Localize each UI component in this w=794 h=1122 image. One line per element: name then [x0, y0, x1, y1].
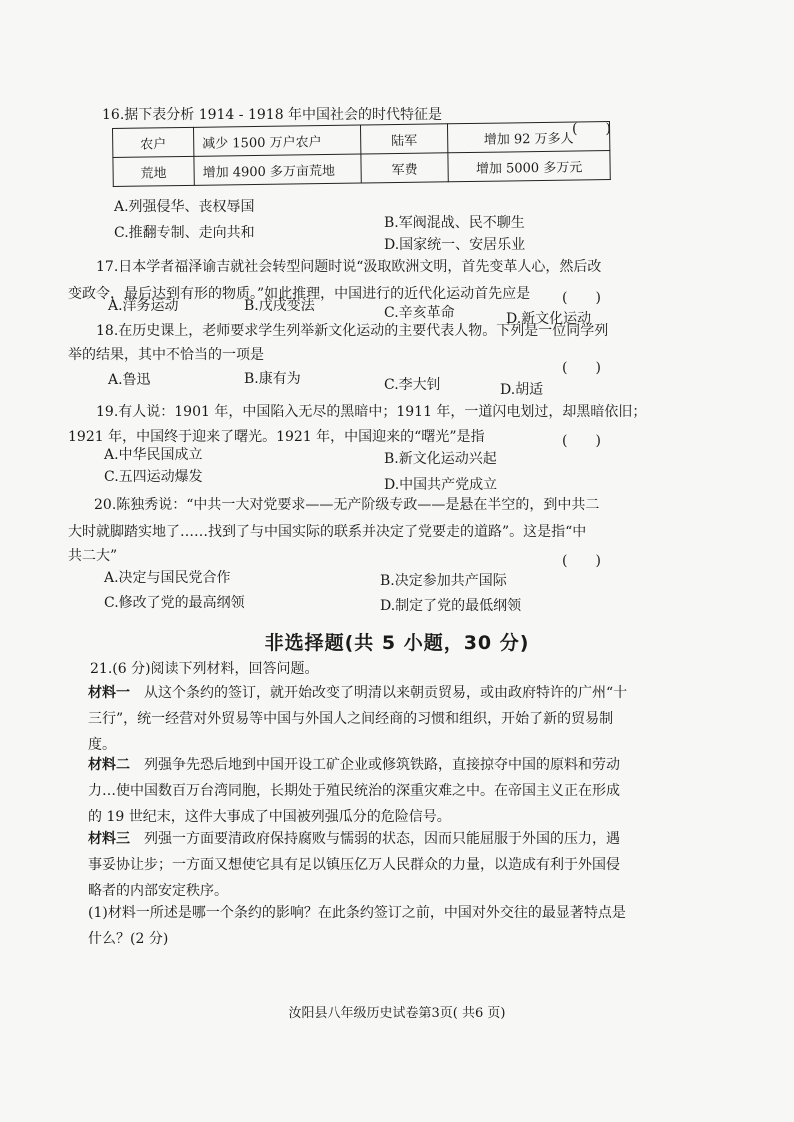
- table-cell: 增加 4900 多万亩荒地: [194, 154, 361, 185]
- q17-line2: 变政令，最后达到有形的物质。”如此推理，中国进行的近代化运动首先应是: [68, 286, 531, 302]
- q17-option-d: D.新文化运动: [506, 311, 592, 327]
- table-cell: 陆军: [360, 124, 447, 154]
- table-cell: 减少 1500 万户农户: [193, 125, 360, 156]
- q16-table: [112, 121, 611, 187]
- q16-answer-paren: ( ): [572, 121, 611, 137]
- material-1-label: 材料一: [88, 685, 130, 701]
- q16-option-c: C.推翻专制、走向共和: [114, 225, 255, 241]
- q20-line3: 共二大”: [68, 548, 118, 564]
- page-footer: 汝阳县八年级历史试卷第3页( 共6 页): [288, 1006, 506, 1021]
- q20-line2: 大时就脚踏实地了……找到了与中国实际的联系并决定了党要走的道路”。这是指“中: [68, 524, 587, 540]
- material-1-text: 从这个条约的签订，就开始改变了明清以来朝贡贸易，或由政府特许的广州“十三行”，统一经营对外贸易等中国与外国人之间经商的习惯和组织，开始了新的贸易制度。: [88, 685, 628, 753]
- q20-line1: 20.陈独秀说：“中共一大对党要求——无产阶级专政——是悬在半空的，到中共二: [94, 497, 600, 513]
- q19-line2: 1921 年，中国终于迎来了曙光。1921 年，中国迎来的“曙光”是指: [68, 429, 485, 445]
- material-2-text: 列强争先恐后地到中国开设工矿企业或修筑铁路，直接掠夺中国的原料和劳动力…使中国数百万台湾同胞，长期处于殖民统治的深重灾难之中。在帝国主义正在形成的 19 世纪末，这件大事成了中国被列强瓜分的危险信号。: [88, 757, 620, 825]
- q18-line1: 18.在历史课上，老师要求学生列举新文化运动的主要代表人物。下列是一位同学列: [96, 323, 609, 339]
- q17-answer-paren: ( ): [562, 290, 601, 306]
- q18-option-a: A.鲁迅: [108, 372, 151, 388]
- q17-option-a: A.洋务运动: [108, 298, 179, 314]
- material-3: [88, 826, 628, 904]
- q21-subquestion-1: (1)材料一所述是哪一个条约的影响？在此条约签订之前，中国对外交往的最显著特点是什么？(2 分): [88, 905, 626, 947]
- q18-option-d: D.胡适: [500, 382, 544, 398]
- q17-option-c: C.辛亥革命: [384, 305, 455, 321]
- q18-line2: 举的结果，其中不恰当的一项是: [68, 347, 264, 363]
- q18-option-b: B.康有为: [244, 371, 301, 387]
- q19-option-c: C.五四运动爆发: [104, 469, 203, 485]
- table-cell: 荒地: [113, 156, 194, 186]
- q17-option-b: B.戊戌变法: [244, 298, 315, 314]
- material-3-text: 列强一方面要清政府保持腐败与懦弱的状态，因而只能屈服于外国的压力，遇事妥协让步；一方面又想使它具有足以镇压亿万人民群众的力量，以造成有利于外国侵略者的内部安定秩序。: [88, 831, 620, 899]
- section-title: 非选择题(共 5 小题，30 分): [264, 632, 530, 654]
- q20-option-b: B.决定参加共产国际: [380, 573, 507, 589]
- table-cell: 军费: [361, 153, 448, 183]
- q20-option-a: A.决定与国民党合作: [104, 570, 231, 586]
- q16-option-a: A.列强侵华、丧权辱国: [114, 199, 255, 215]
- q19-option-d: D.中国共产党成立: [384, 477, 498, 493]
- q20-answer-paren: ( ): [562, 553, 601, 569]
- table-row: [113, 151, 610, 187]
- q16-option-d: D.国家统一、安居乐业: [384, 237, 526, 253]
- material-2-label: 材料二: [88, 757, 130, 773]
- material-2: [88, 752, 628, 830]
- table-cell: 增加 92 万多人: [447, 122, 609, 153]
- table-cell: 增加 5000 多万元: [448, 151, 610, 182]
- q19-line1: 19.有人说：1901 年，中国陷入无尽的黑暗中；1911 年，一道闪电划过，却黑暗依旧；: [96, 404, 647, 420]
- q17-line1: 17.日本学者福泽谕吉就社会转型问题时说“汲取欧洲文明，首先变革人心，然后改: [96, 259, 602, 275]
- q20-option-d: D.制定了党的最低纲领: [380, 598, 522, 614]
- q18-option-c: C.李大钊: [384, 377, 441, 393]
- q16-stem: 16.据下表分析 1914 - 1918 年中国社会的时代特征是: [102, 107, 443, 123]
- table-cell: 农户: [113, 127, 194, 157]
- q19-option-a: A.中华民国成立: [104, 447, 203, 463]
- q18-answer-paren: ( ): [562, 360, 601, 376]
- q16-option-b: B.军阀混战、民不聊生: [384, 215, 525, 231]
- material-1: [88, 680, 628, 758]
- q19-option-b: B.新文化运动兴起: [384, 451, 497, 467]
- material-3-label: 材料三: [88, 831, 130, 847]
- q21-stem: 21.(6 分)阅读下列材料，回答问题。: [90, 661, 319, 677]
- q20-option-c: C.修改了党的最高纲领: [104, 595, 245, 611]
- q19-answer-paren: ( ): [562, 433, 601, 449]
